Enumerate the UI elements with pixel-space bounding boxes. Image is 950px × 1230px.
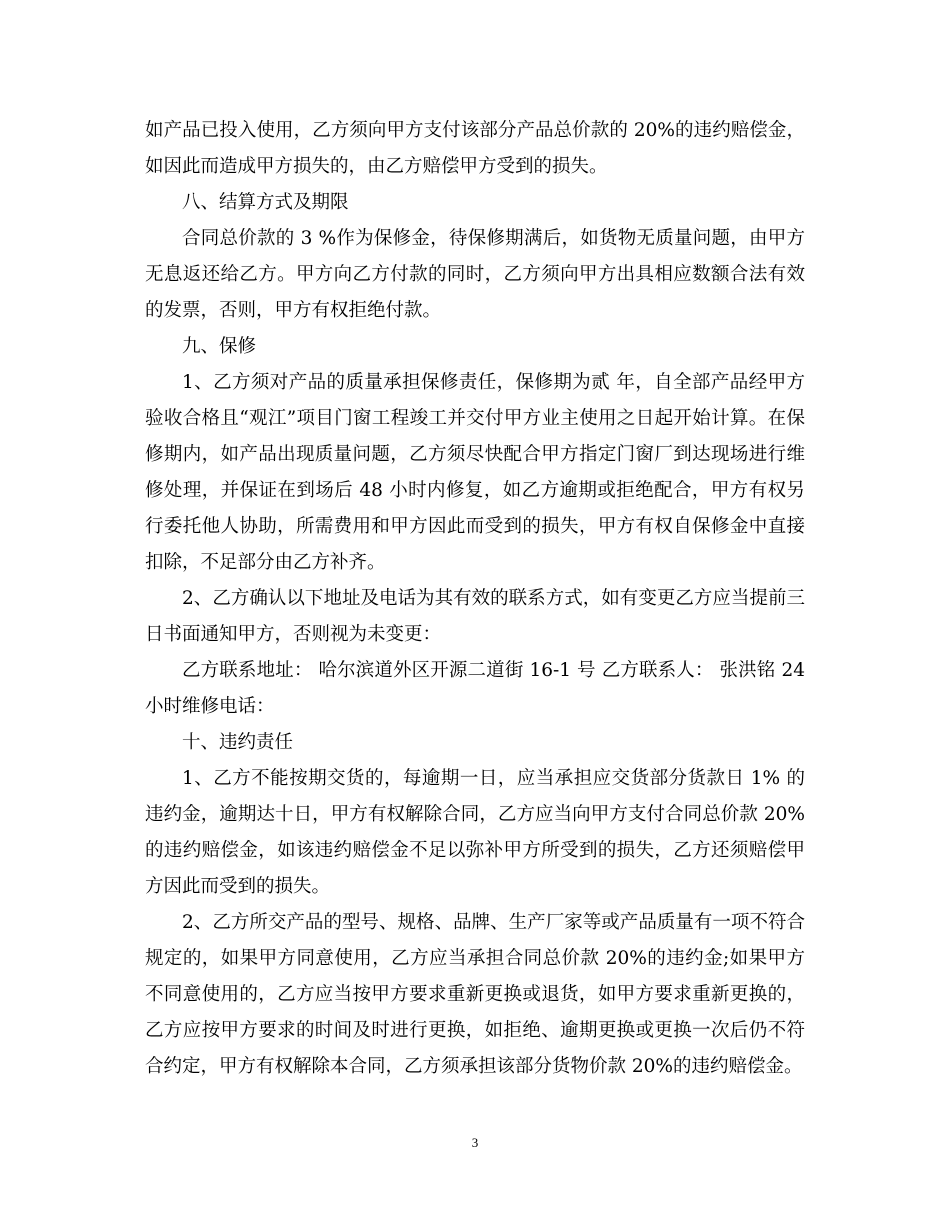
paragraph-10: 2、乙方所交产品的型号、规格、品牌、生产厂家等或产品质量有一项不符合规定的，如果甲方同意使用，乙方应当承担合同总价款 20%的违约金;如果甲方不同意使用的，乙方应当按甲方要求重新更换或退货，如甲方要求重新更换的，乙方应按甲方要求的时间及时进行更换，如拒绝、逾期更换或更换一次后仍不符合约定，甲方有权解除本合同，乙方须承担该部分货物价款 20%的违约赔偿金。 xyxy=(145,912,805,1077)
document-body xyxy=(145,113,805,1085)
paragraph-3: 合同总价款的 3 %作为保修金，待保修期满后，如货物无质量问题，由甲方无息返还给乙方。甲方向乙方付款的同时，乙方须向甲方出具相应数额合法有效的发票，否则，甲方有权拒绝付款。 xyxy=(145,228,805,321)
section-heading-9: 九、保修 xyxy=(182,336,257,357)
page-number: 3 xyxy=(471,1135,479,1150)
section-heading-8: 八、结算方式及期限 xyxy=(182,192,349,213)
paragraph-5: 1、乙方须对产品的质量承担保修责任，保修期为贰 年，自全部产品经甲方验收合格且“观江”项目门窗工程竣工并交付甲方业主使用之日起开始计算。在保修期内，如产品出现质量问题，乙方须尽快配合甲方指定门窗厂到达现场进行维修处理，并保证在到场后 48 小时内修复，如乙方逾期或拒绝配合，甲方有权另行委托他人协助，所需费用和甲方因此而受到的损失，甲方有权自保修金中直接扣除，不足部分由乙方补齐。 xyxy=(145,372,805,573)
paragraph-6: 2、乙方确认以下地址及电话为其有效的联系方式，如有变更乙方应当提前三日书面通知甲方，否则视为未变更： xyxy=(145,588,805,645)
section-heading-10: 十、违约责任 xyxy=(182,732,294,753)
paragraph-9: 1、乙方不能按期交货的，每逾期一日，应当承担应交货部分货款日 1% 的违约金，逾期达十日，甲方有权解除合同，乙方应当向甲方支付合同总价款 20%的违约赔偿金，如该违约赔偿金不足以弥补甲方所受到的损失，乙方还须赔偿甲方因此而受到的损失。 xyxy=(145,768,805,897)
paragraph-7: 乙方联系地址： 哈尔滨道外区开源二道街 16-1 号 乙方联系人： 张洪铭 24 小时维修电话： xyxy=(145,660,805,717)
paragraph-1: 如产品已投入使用，乙方须向甲方支付该部分产品总价款的 20%的违约赔偿金，如因此而造成甲方损失的，由乙方赔偿甲方受到的损失。 xyxy=(145,120,805,177)
